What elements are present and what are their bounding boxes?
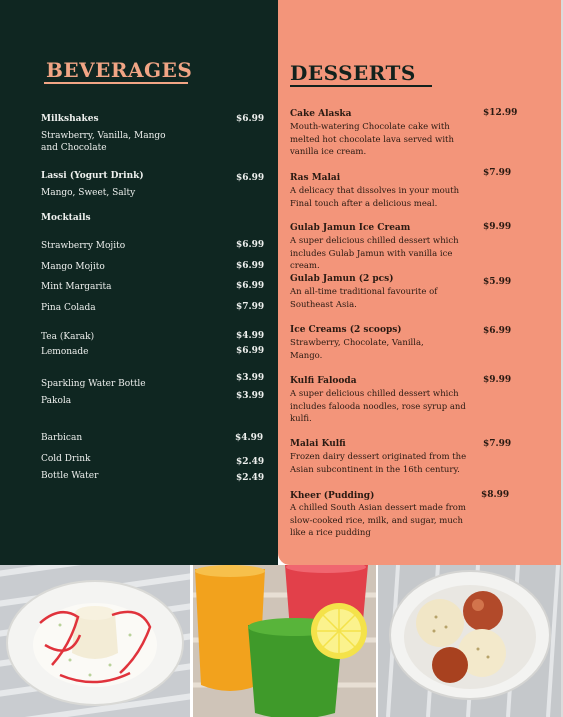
dessert-desc: A delicacy that dissolves in your mouth Final touch after a delicious meal.	[290, 186, 460, 209]
beverage-item-price: $6.99	[236, 346, 265, 356]
beverage-item-price: $3.99	[236, 391, 265, 401]
lassi-price: $6.99	[236, 173, 265, 183]
lassi-desc: Mango, Sweet, Salty	[41, 188, 136, 198]
dessert-name: Gulab Jamun (2 pcs)	[290, 274, 394, 284]
beverage-item-price: $4.99	[236, 331, 265, 341]
milkshakes-name: Milkshakes	[41, 114, 99, 124]
beverage-item-price: $6.99	[236, 261, 265, 271]
ice-cream-gulab-jamun-photo	[378, 565, 561, 717]
milkshakes-desc-1: Strawberry, Vanilla, Mango	[41, 131, 166, 141]
desserts-panel	[278, 0, 561, 565]
beverage-item-price: $2.49	[236, 473, 265, 483]
beverage-item-name: Sparkling Water Bottle	[41, 379, 146, 389]
beverage-item-name: Bottle Water	[41, 471, 99, 481]
desserts-title-underline	[290, 85, 432, 87]
lassi-name: Lassi (Yogurt Drink)	[41, 171, 144, 181]
beverage-item-name: Mint Margarita	[41, 282, 112, 292]
dessert-desc: Mouth-watering Chocolate cake with melted hot chocolate lava served with vanilla ice cream.	[290, 122, 454, 157]
desserts-title: DESSERTS	[290, 61, 416, 85]
dessert-desc: Frozen dairy dessert originated from the Asian subcontinent in the 16th century.	[290, 452, 467, 475]
milkshakes-desc-2: and Chocolate	[41, 143, 107, 153]
photo-strip	[0, 565, 561, 717]
beverages-title: BEVERAGES	[46, 58, 193, 82]
dessert-price: $12.99	[483, 108, 518, 118]
dessert-price: $9.99	[483, 375, 512, 385]
beverage-item-name: Pakola	[41, 396, 72, 406]
juice-glasses-photo	[193, 565, 376, 717]
beverage-item-name: Lemonade	[41, 347, 89, 357]
beverages-panel	[0, 0, 278, 565]
dessert-price: $5.99	[483, 277, 512, 287]
dessert-name: Cake Alaska	[290, 109, 352, 119]
dessert-price: $7.99	[483, 439, 512, 449]
dessert-name: Ice Creams (2 scoops)	[290, 325, 402, 335]
dessert-name: Malai Kulfi	[290, 439, 346, 449]
dessert-price: $8.99	[481, 490, 510, 500]
dessert-desc: An all-time traditional favourite of Southeast Asia.	[290, 287, 438, 310]
beverage-item-price: $6.99	[236, 240, 265, 250]
dessert-pudding-photo	[0, 565, 190, 717]
dessert-name: Gulab Jamun Ice Cream	[290, 223, 411, 233]
beverage-item-price: $6.99	[236, 281, 265, 291]
beverage-item-name: Tea (Karak)	[41, 332, 95, 342]
milkshakes-price: $6.99	[236, 114, 265, 124]
beverage-item-price: $7.99	[236, 302, 265, 312]
dessert-name: Kulfi Falooda	[290, 376, 357, 386]
beverage-item-name: Barbican	[41, 433, 83, 443]
beverage-item-name: Pina Colada	[41, 303, 96, 313]
beverage-item-price: $4.99	[235, 433, 264, 443]
dessert-desc: A chilled South Asian dessert made from slow-cooked rice, milk, and sugar, much like a rice pudding	[290, 503, 466, 538]
dessert-name: Ras Malai	[290, 173, 341, 183]
beverage-item-name: Strawberry Mojito	[41, 241, 126, 251]
dessert-name: Kheer (Pudding)	[290, 491, 375, 501]
dessert-price: $7.99	[483, 168, 512, 178]
dessert-desc: Strawberry, Chocolate, Vanilla, Mango.	[290, 338, 424, 361]
dessert-price: $6.99	[483, 326, 512, 336]
dessert-price: $9.99	[483, 222, 512, 232]
beverage-item-name: Mango Mojito	[41, 262, 105, 272]
beverage-item-name: Cold Drink	[41, 454, 91, 464]
beverage-item-price: $2.49	[236, 457, 265, 467]
dessert-desc: A super delicious chilled dessert which includes Gulab Jamun with vanilla ice cream.	[290, 236, 459, 271]
dessert-desc: A super delicious chilled dessert which includes falooda noodles, rose syrup and kulfi.	[290, 389, 466, 424]
mocktails-heading: Mocktails	[41, 213, 91, 223]
beverages-title-underline	[44, 82, 188, 84]
beverage-item-price: $3.99	[236, 373, 265, 383]
